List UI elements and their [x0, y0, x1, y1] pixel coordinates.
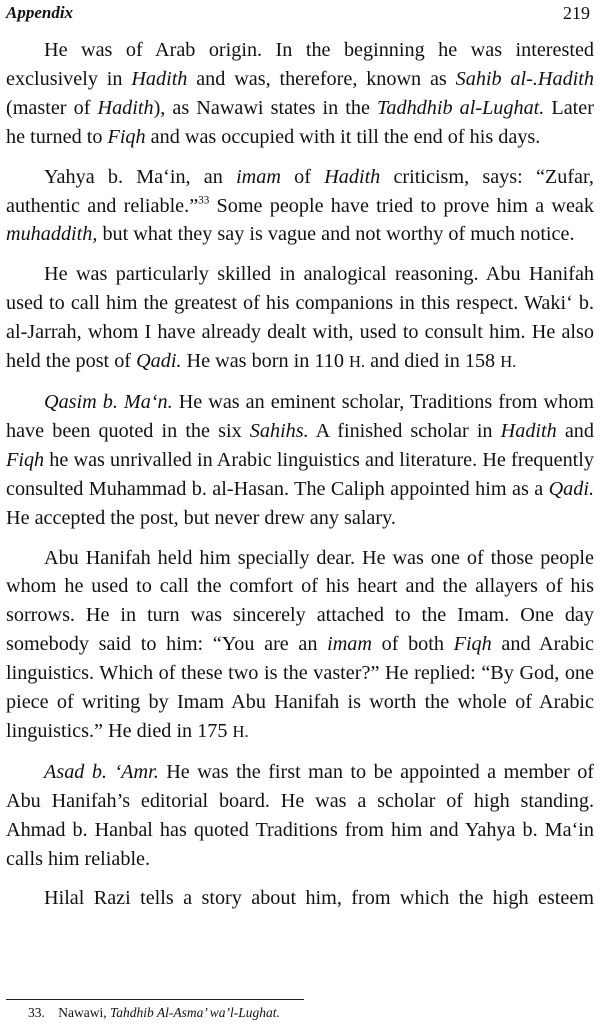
text-run: He was the first man to be appointed a member of Abu Hanifah’s editorial board. He was a scholar of high standing. Ahmad b. Hanbal has quoted Traditions from him and Yahya b. Ma‘in calls him reliable.	[6, 760, 595, 870]
text-run: A finished scholar in	[308, 419, 501, 442]
italic-term: Qadi.	[136, 350, 182, 373]
era-abbreviation: H.	[348, 352, 366, 372]
footnote-number: 33.	[28, 1005, 45, 1020]
italic-term: Fiqh	[107, 125, 146, 148]
body-text	[6, 36, 594, 913]
text-run: of	[280, 165, 325, 188]
text-run: Abu Hanifah held him specially dear. He was one of those people whom he used to call the comfort of his heart and the allayers of his sorrows. He in turn was sincerely attached to the Imam. One day somebody said to him: “You are an	[6, 546, 594, 656]
text-run: He was of Arab origin. In the beginning he was interested exclusively in	[6, 39, 594, 90]
text-run: Yahya b. Ma‘in, an	[44, 165, 237, 188]
italic-term: imam	[236, 165, 281, 188]
text-run: and Arabic linguistics. Which of these two is the vaster?” He replied: “By God, one piece of writing by Imam Abu Hanifah is worth the whole of Arabic linguistics.” He died in 175	[6, 633, 594, 742]
italic-term: muhaddith,	[6, 223, 98, 246]
footnote-rule	[6, 999, 304, 1000]
era-abbreviation: H.	[500, 352, 517, 372]
italic-term: Fiqh	[6, 448, 45, 471]
text-run: He was born in 110	[181, 350, 349, 373]
italic-term: Hadith	[131, 67, 188, 90]
text-run: and died in 158	[365, 350, 501, 373]
paragraph	[6, 388, 594, 533]
page-number: 219	[563, 3, 590, 23]
footnote-work: Tahdhib Al-Asma’ wa’l-Lughat.	[109, 1005, 280, 1020]
text-run: and was occupied with it till the end of his days.	[145, 125, 541, 148]
text-run: criticism, says: “Zufar, authentic and reliable.”	[6, 165, 594, 217]
italic-term: imam	[327, 633, 372, 656]
italic-term: Hadith	[324, 165, 381, 188]
text-run: and	[556, 419, 594, 442]
text-run: Hilal Razi tells a story about him, from which the high esteem	[44, 887, 594, 910]
text-run: he was unrivalled in Arabic linguistics and literature. He frequently consulted Muhammad b. al-Hasan. The Caliph appointed him as a	[6, 448, 594, 500]
text-run: but what they say is vague and not worthy of much notice.	[97, 223, 575, 246]
italic-term: Qasim b. Ma‘n.	[44, 390, 173, 413]
text-run: of both	[371, 633, 454, 656]
footnote	[28, 1004, 280, 1022]
running-head	[6, 2, 590, 26]
text-run: He accepted the post, but never drew any salary.	[6, 506, 396, 529]
running-title: Appendix	[6, 3, 74, 22]
text-run: Later he turned to	[6, 96, 594, 148]
text-run: Some people have tried to prove him a weak	[209, 194, 594, 217]
italic-term: Asad b. ‘Amr.	[44, 760, 159, 783]
italic-term: Tadhdhib al-Lughat.	[377, 96, 545, 119]
italic-term: Sahib al-.Hadith	[455, 67, 594, 90]
text-run: ), as Nawawi states in the	[153, 96, 378, 119]
italic-term: Qadi.	[548, 477, 594, 500]
text-run: He was an eminent scholar, Traditions from whom have been quoted in the six	[6, 390, 594, 442]
paragraph	[6, 260, 594, 377]
italic-term: Hadith	[97, 96, 154, 119]
paragraph	[6, 163, 594, 250]
text-run: and was, therefore, known as	[187, 67, 456, 90]
italic-term: Hadith	[500, 419, 557, 442]
text-run: He was particularly skilled in analogical reasoning. Abu Hanifah used to call him the greatest of his companions in this respect. Waki‘ b. al-Jarrah, whom I have already dealt with, used to consult him. He also held the post of	[6, 263, 594, 373]
era-abbreviation: H.	[232, 721, 249, 741]
paragraph	[6, 758, 594, 874]
paragraph	[6, 36, 594, 152]
paragraph	[6, 884, 594, 913]
text-run: (master of	[6, 96, 98, 119]
italic-term: Sahihs.	[249, 419, 309, 442]
footnote-reference: 33	[198, 194, 210, 207]
italic-term: Fiqh	[453, 633, 492, 656]
footnote-author: Nawawi,	[58, 1005, 107, 1020]
paragraph	[6, 544, 594, 747]
